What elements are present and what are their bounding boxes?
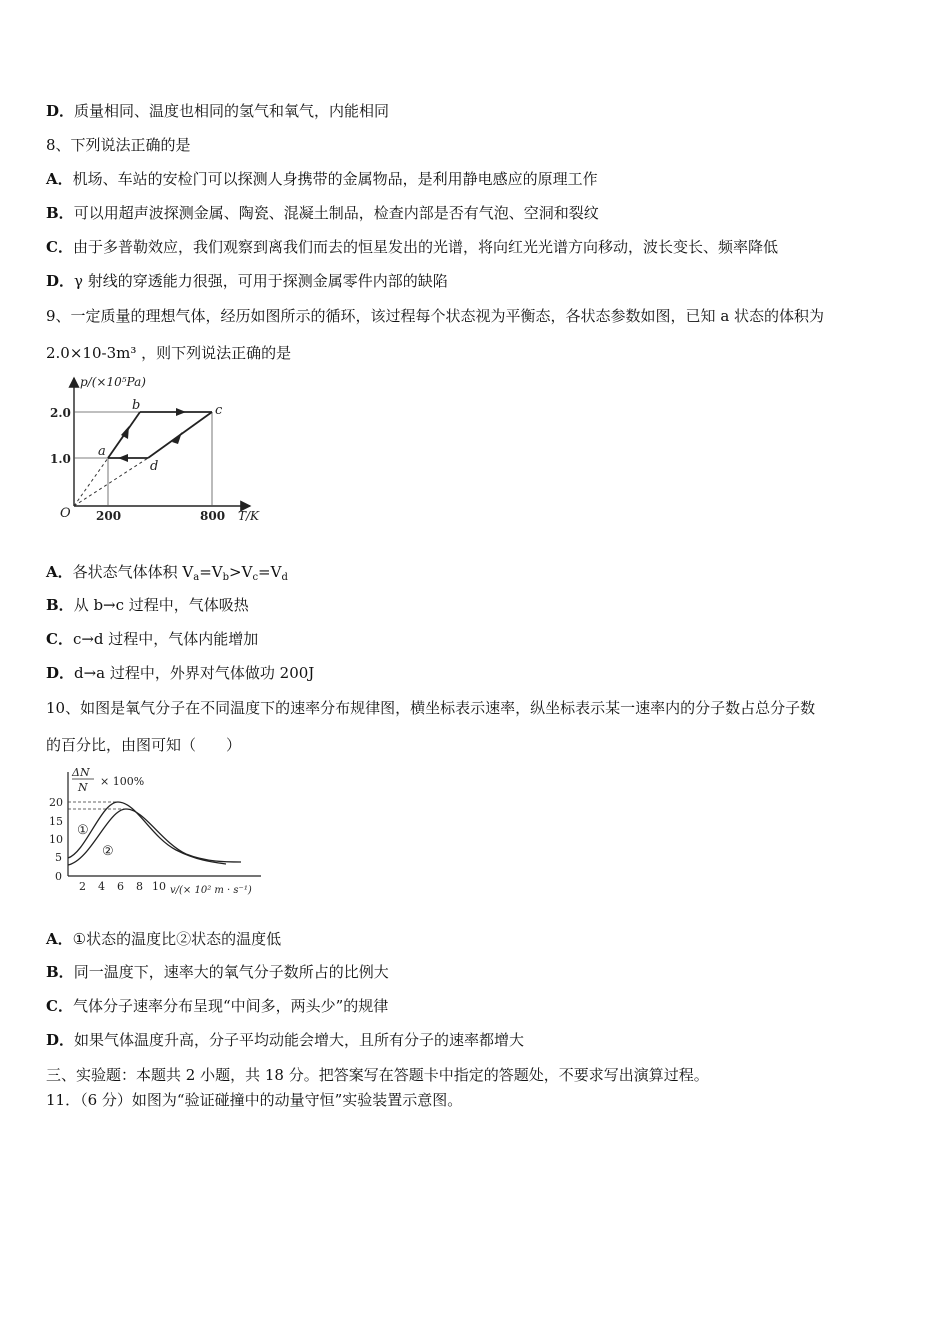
- y-tick-10: 10: [49, 833, 63, 846]
- q9-pt-diagram: [48, 372, 278, 532]
- q8-stem: 8、下列说法正确的是: [46, 136, 191, 154]
- option-letter: D．: [46, 102, 75, 120]
- point-label-d: d: [150, 459, 159, 474]
- arrow-d-a: [118, 454, 128, 462]
- option-text: >V: [229, 563, 253, 581]
- option-letter: B．: [46, 204, 74, 222]
- option-text: 质量相同、温度也相同的氢气和氧气，内能相同: [74, 102, 390, 120]
- option-letter: D．: [46, 272, 75, 290]
- option-text: 机场、车站的安检门可以探测人身携带的金属物品，是利用静电感应的原理工作: [72, 170, 598, 188]
- curve-1: [68, 802, 226, 864]
- q11-stem: 11．（6 分）如图为“验证碰撞中的动量守恒”实验装置示意图。: [46, 1091, 463, 1109]
- option-letter: B．: [46, 596, 74, 614]
- x-axis-label: v/(× 10² m · s⁻¹): [170, 885, 252, 896]
- q9-stem-line2: 2.0×10-3m³ ，则下列说法正确的是: [46, 344, 292, 362]
- subscript: a: [193, 572, 200, 583]
- option-letter: C．: [46, 238, 73, 256]
- x-tick-800: 800: [200, 509, 226, 523]
- y-tick-0: 0: [55, 870, 62, 883]
- q7-option-d: [46, 101, 389, 121]
- y-tick-2: 2.0: [50, 406, 71, 420]
- option-letter: A．: [46, 930, 73, 948]
- x-tick-4: 4: [98, 880, 105, 893]
- option-text: 由于多普勒效应，我们观察到离我们而去的恒星发出的光谱，将向红光光谱方向移动，波长变长、频率降低: [72, 238, 778, 256]
- y-tick-1: 1.0: [50, 452, 71, 466]
- option-text: ①状态的温度比②状态的温度低: [72, 930, 282, 948]
- q10-stem-line2: 的百分比，由图可知（ ）: [46, 736, 242, 754]
- option-text: c→d 过程中，气体内能增加: [72, 630, 259, 648]
- q10-option-a: [46, 929, 281, 949]
- y-axis-denominator: N: [78, 781, 88, 794]
- y-tick-20: 20: [49, 796, 63, 809]
- point-label-b: b: [132, 398, 141, 413]
- option-text: 各状态气体体积 V: [72, 563, 194, 581]
- arrow-c-d: [172, 432, 182, 444]
- curve-label-1: ①: [77, 823, 89, 838]
- x-tick-8: 8: [136, 880, 143, 893]
- x-tick-200: 200: [96, 509, 122, 523]
- dashed-line-ob: [74, 458, 108, 506]
- q9-option-d: [46, 663, 314, 683]
- dashed-line-oa: [74, 458, 148, 506]
- option-text: d→a 过程中，外界对气体做功 200J: [74, 664, 315, 682]
- option-text: γ 射线的穿透能力很强，可用于探测金属零件内部的缺陷: [74, 272, 448, 290]
- q8-option-c: [46, 237, 778, 257]
- q8-option-b: [46, 203, 599, 223]
- option-text: 同一温度下，速率大的氧气分子数所占的比例大: [73, 963, 389, 981]
- section-3-heading: 三、实验题：本题共 2 小题，共 18 分。把答案写在答题卡中指定的答题处，不要求写出演算过程。: [46, 1066, 709, 1084]
- option-letter: B．: [46, 963, 74, 981]
- option-letter: D．: [46, 1031, 75, 1049]
- q9-option-b: [46, 595, 249, 615]
- option-letter: D．: [46, 664, 75, 682]
- x-tick-2: 2: [79, 880, 86, 893]
- y-tick-15: 15: [49, 815, 63, 828]
- x-tick-10: 10: [152, 880, 166, 893]
- x-tick-6: 6: [117, 880, 124, 893]
- q10-option-b: [46, 962, 389, 982]
- x-axis-label: T/K: [238, 509, 260, 523]
- q9-stem-line1: 9、一定质量的理想气体，经历如图所示的循环，该过程每个状态视为平衡态，各状态参数如图，已知 a 状态的体积为: [46, 307, 825, 325]
- y-tick-5: 5: [55, 851, 62, 864]
- point-label-a: a: [98, 444, 106, 459]
- q9-option-c: [46, 629, 258, 649]
- option-letter: C．: [46, 630, 73, 648]
- arrow-b-c: [176, 408, 186, 416]
- q10-option-c: [46, 996, 388, 1016]
- option-text: =V: [258, 563, 282, 581]
- curve-2: [68, 809, 241, 865]
- q10-stem-line1: 10、如图是氧气分子在不同温度下的速率分布规律图，横坐标表示速率，纵坐标表示某一速率内的分子数占总分子数: [46, 699, 816, 717]
- point-label-c: c: [215, 403, 223, 418]
- y-axis-suffix: × 100%: [100, 775, 145, 788]
- origin-label: O: [60, 506, 71, 521]
- y-axis-label: p/(×10⁵Pa): [80, 375, 146, 389]
- option-text: =V: [199, 563, 223, 581]
- option-text: 气体分子速率分布呈现“中间多，两头少”的规律: [72, 997, 389, 1015]
- subscript: c: [252, 572, 259, 583]
- option-text: 从 b→c 过程中，气体吸热: [73, 596, 249, 614]
- curve-label-2: ②: [102, 844, 114, 859]
- option-letter: A．: [46, 563, 73, 581]
- option-text: 如果气体温度升高，分子平均动能会增大，且所有分子的速率都增大: [74, 1031, 525, 1049]
- q8-option-a: [46, 169, 598, 189]
- q10-option-d: [46, 1030, 524, 1050]
- subscript: d: [281, 572, 288, 583]
- q9-option-a: [46, 562, 288, 588]
- q10-speed-distribution-diagram: [46, 762, 276, 902]
- q8-option-d: [46, 271, 448, 291]
- y-axis-numerator: ΔN: [72, 766, 90, 779]
- subscript: b: [222, 572, 230, 583]
- option-letter: A．: [46, 170, 73, 188]
- option-text: 可以用超声波探测金属、陶瓷、混凝土制品，检查内部是否有气泡、空洞和裂纹: [73, 204, 599, 222]
- option-letter: C．: [46, 997, 73, 1015]
